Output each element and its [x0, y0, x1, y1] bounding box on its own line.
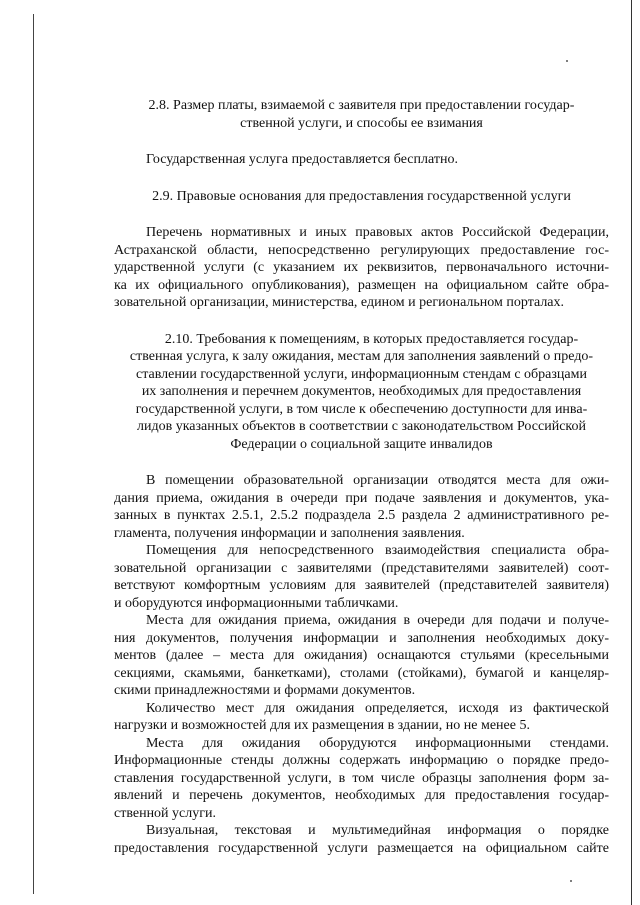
section-2-10-heading — [114, 331, 609, 454]
section-2-10-paragraph — [114, 822, 609, 857]
heading-line: их заполнения и перечнем документов, необходимых для предоставления — [141, 384, 582, 399]
text-line: Перечень нормативных и иных правовых актов Российской Федерации, — [146, 225, 609, 240]
text-line: ветствуют комфортным условиям для заявителей (представителей заявителя) — [114, 578, 609, 593]
heading-line: государственной услуги, в том числе к обеспечению доступности для инва- — [135, 401, 588, 417]
text-line: скими принадлежностями и формами документов. — [114, 683, 416, 698]
section-2-8-text: Государственная услуга предоставляется бесплатно. — [146, 152, 458, 167]
text-line: секциями, скамьями, банкетками), столами (стойками), бумагой и канцеляр- — [114, 665, 609, 681]
text-line: зовательной организации, министерства, едином и региональном порталах. — [114, 295, 565, 310]
text-line: Астраханской области, непосредственно регулирующих предоставление гос- — [114, 242, 609, 258]
section-2-10-paragraph — [114, 700, 609, 735]
section-2-9-paragraph — [114, 224, 609, 312]
heading-line: 2.10. Требования к помещениям, в которых предоставляется государ- — [164, 331, 579, 347]
section-2-10-paragraph — [114, 612, 609, 700]
heading-line: 2.8. Размер платы, взимаемой с заявителя при предоставлении государ- — [148, 98, 575, 113]
text-line: ственной услуги. — [114, 805, 216, 821]
text-line: гламента, получения информации и заполнения заявления. — [114, 525, 465, 541]
heading-line: лидов указанных объектов в соответствии с законодательством Российской — [136, 419, 586, 434]
text-line: В помещении образовательной организации отводятся места для ожи- — [146, 473, 609, 488]
scan-speck — [570, 880, 572, 882]
text-line: ставления государственной услуги, в том числе образцы заполнения форм за- — [114, 770, 609, 786]
section-2-10-paragraph — [114, 542, 609, 612]
section-2-10-paragraph — [114, 472, 609, 542]
text-line: ния документов, получения информации и заполнения необходимых доку- — [114, 630, 609, 646]
section-2-9-heading: 2.9. Правовые основания для предоставления государственной услуги — [152, 188, 571, 204]
section-2-8-heading — [114, 97, 609, 132]
text-line: ментов (далее – места для ожидания) оснащаются стульями (кресельными — [114, 648, 609, 663]
text-line: явлений и перечень документов, необходимых для предоставления государ- — [114, 788, 609, 803]
text-line: дания приема, ожидания в очереди при подаче заявления и документов, ука- — [114, 490, 609, 506]
text-line: зовательной организации с заявителями (представителями заявителей) соот- — [114, 560, 609, 576]
text-line: Места для ожидания оборудуются информационными стендами. — [146, 735, 609, 751]
text-line: Визуальная, текстовая и мультимедийная информация о порядке — [146, 823, 609, 838]
heading-line: ставлении государственной услуги, информационным стендам с образцами — [136, 366, 587, 382]
text-line: предоставления государственной услуги размещается на официальном сайте — [114, 840, 609, 856]
text-line: нагрузки и возможностей для их размещения в здании, но не менее 5. — [114, 718, 530, 733]
scan-edge-right — [631, 0, 632, 905]
document-page — [114, 97, 609, 857]
scan-speck — [566, 60, 568, 62]
text-line: и оборудуются информационными табличками. — [114, 595, 399, 611]
text-line: Количество мест для ожидания определяется, исходя из фактической — [146, 700, 609, 716]
scan-edge-left — [33, 14, 34, 894]
heading-line: Федерации о социальной защите инвалидов — [230, 436, 493, 452]
text-line: Помещения для непосредственного взаимодействия специалиста обра- — [146, 543, 609, 558]
section-2-10-paragraph — [114, 735, 609, 823]
text-line: занных в пунктах 2.5.1, 2.5.2 подраздела 2.5 раздела 2 административного ре- — [114, 508, 609, 523]
text-line: Информационные стенды должны содержать информацию о порядке предо- — [114, 753, 609, 768]
text-line: ударственной услуги (с указанием их реквизитов, первоначального источни- — [114, 260, 609, 275]
text-line: Места для ожидания приема, ожидания в очереди для подачи и получе- — [146, 613, 609, 628]
heading-line: ственная услуга, к залу ожидания, местам для заполнения заявлений о предо- — [129, 349, 594, 364]
text-line: ка их официального опубликования), размещен на официальном сайте обра- — [114, 277, 609, 293]
heading-line: ственной услуги, и способы ее взимания — [240, 115, 483, 131]
